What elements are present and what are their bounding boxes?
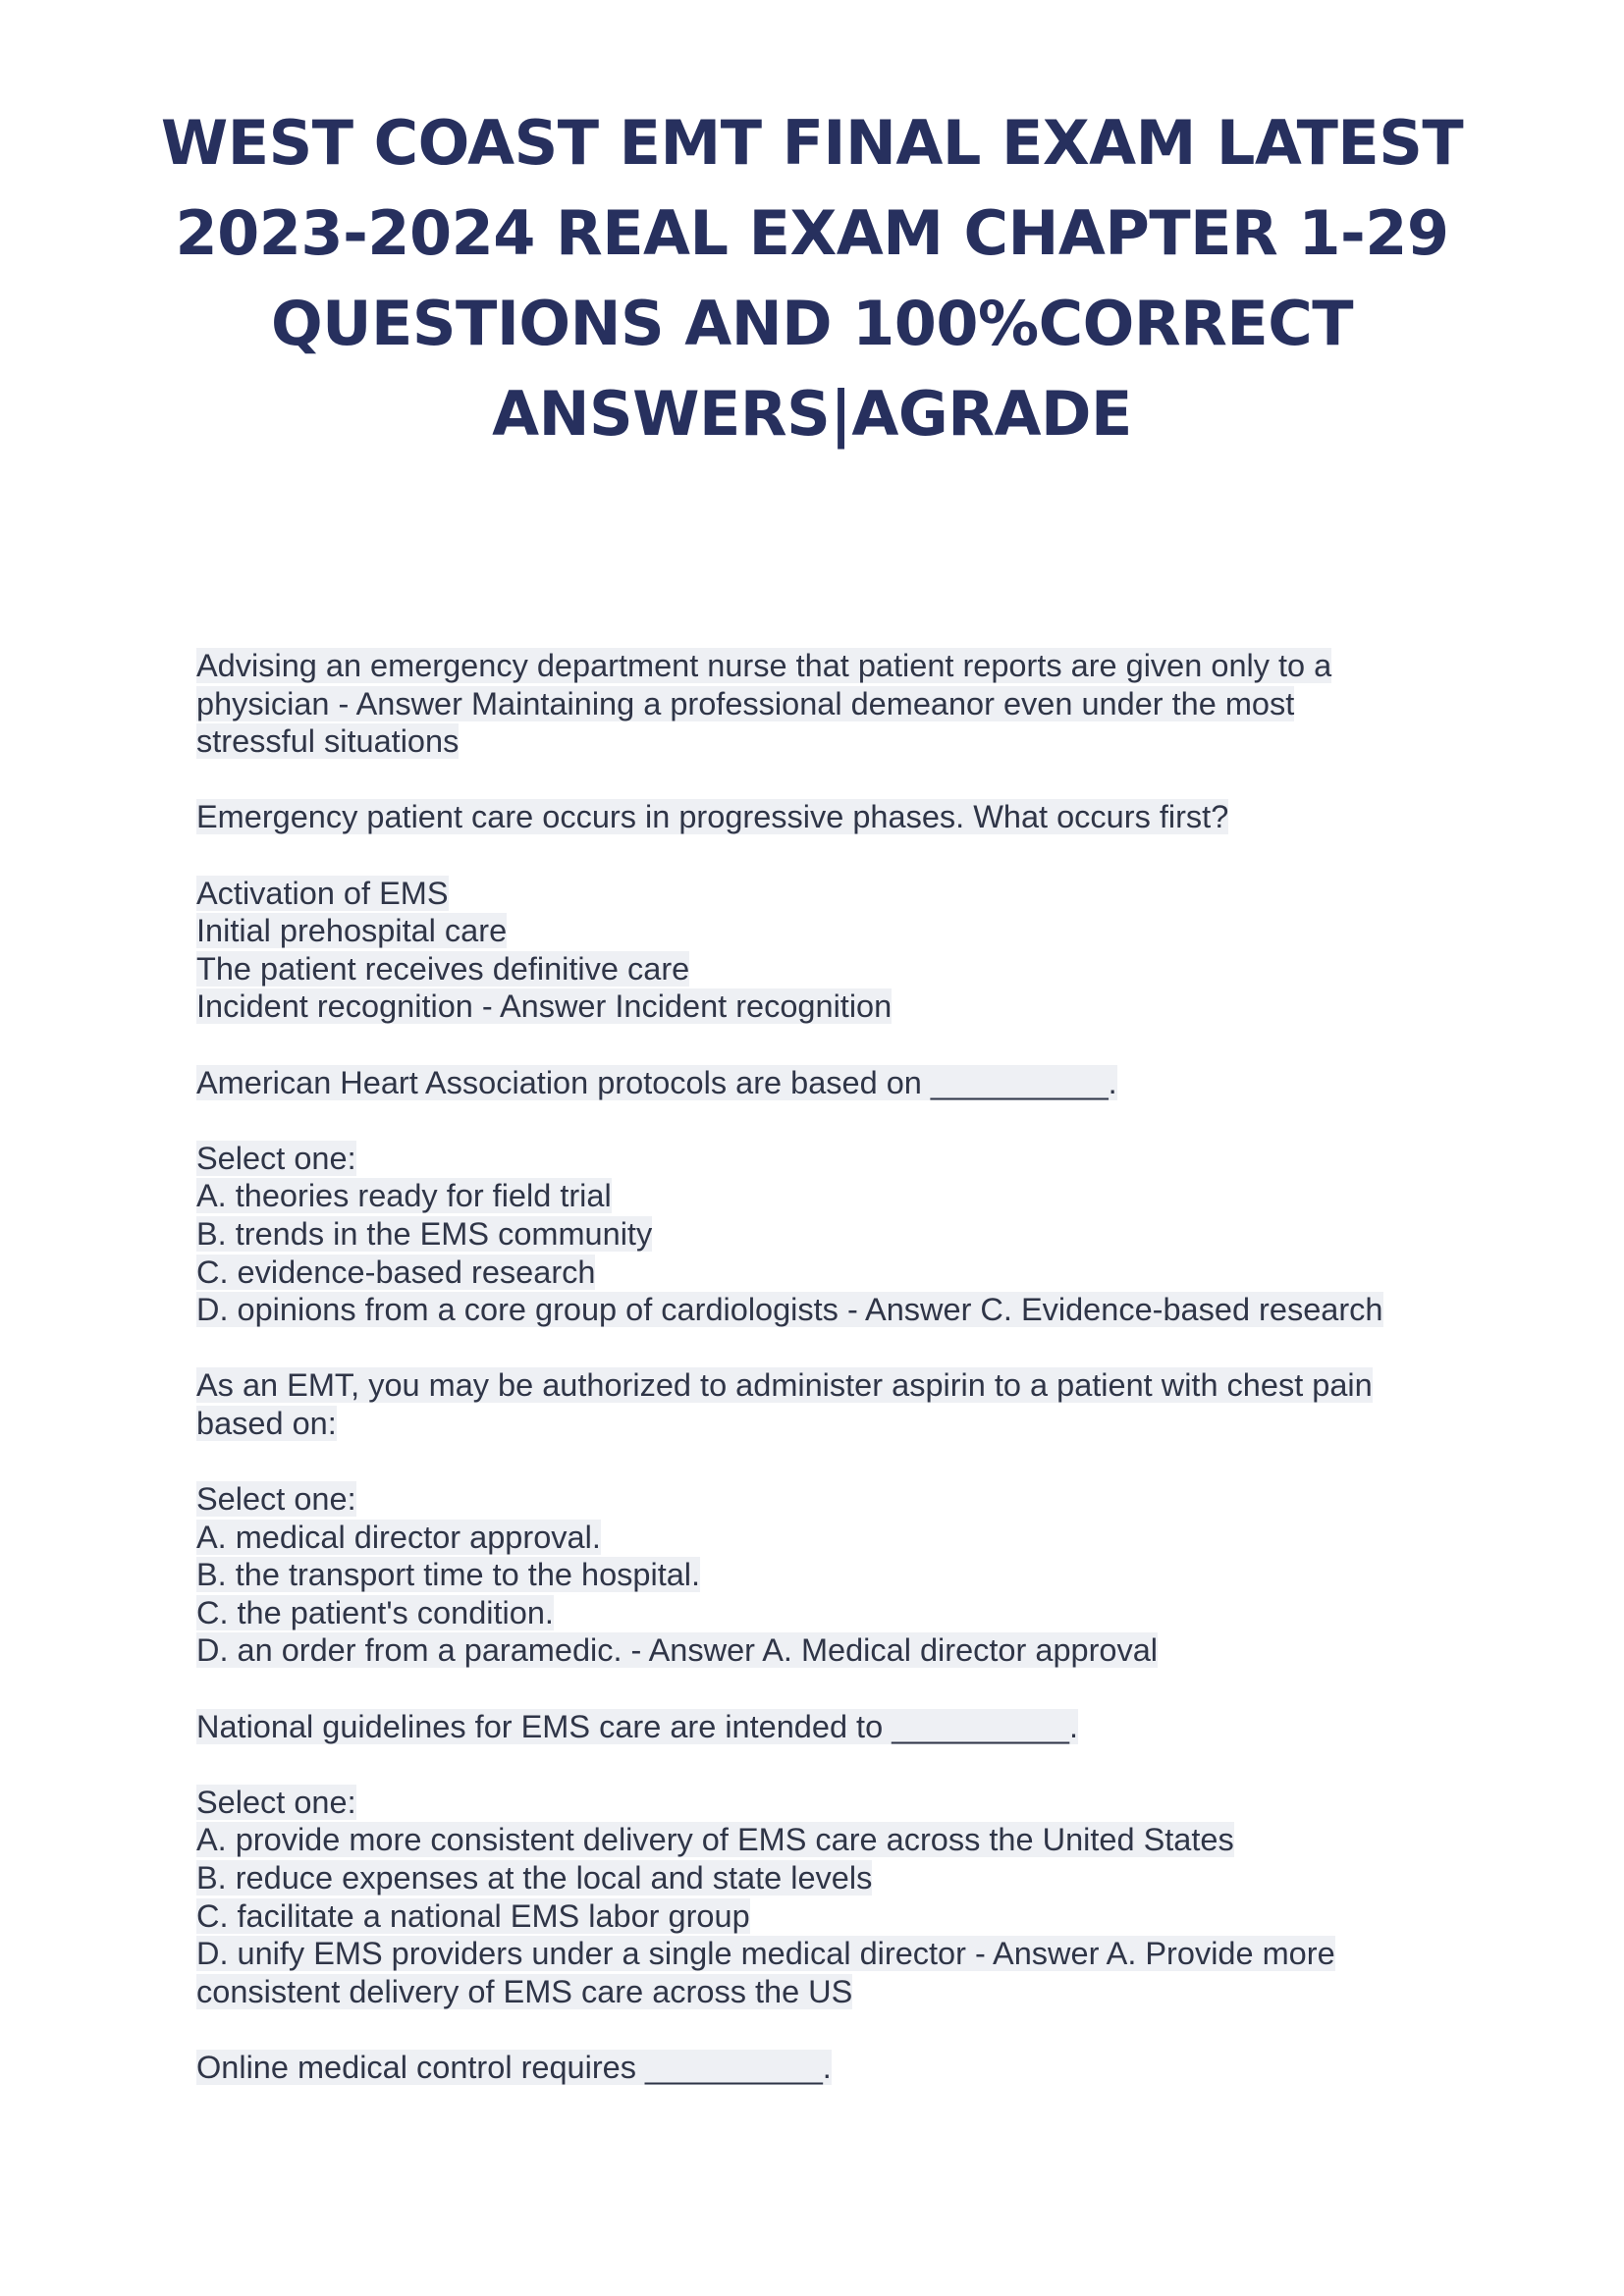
text-line: Advising an emergency department nurse that patient reports are given only to a xyxy=(196,648,1332,683)
text-line: Incident recognition - Answer Incident recognition xyxy=(196,988,893,1025)
title-line: ANSWERS|AGRADE xyxy=(492,378,1132,450)
question-paragraph xyxy=(196,2049,1434,2087)
text-line: A. theories ready for field trial xyxy=(196,1178,612,1214)
text-line: Select one: xyxy=(196,1481,356,1518)
text-line: D. unify EMS providers under a single medical director - Answer A. Provide more xyxy=(196,1936,1335,1972)
text-line: physician - Answer Maintaining a professional demeanor even under the most xyxy=(196,685,1295,721)
question-paragraph xyxy=(196,1064,1434,1102)
document-body xyxy=(196,647,1434,2124)
title-line: QUESTIONS AND 100%CORRECT xyxy=(270,288,1354,359)
text-line: The patient receives definitive care xyxy=(196,950,690,987)
options-paragraph xyxy=(196,875,1434,1026)
text-line: stressful situations xyxy=(196,723,460,760)
question-paragraph xyxy=(196,1366,1434,1442)
document-title xyxy=(147,98,1477,459)
text-line: A. provide more consistent delivery of EMS care across the United States xyxy=(196,1822,1234,1858)
text-line: Online medical control requires __________. xyxy=(196,2049,832,2085)
text-line: As an EMT, you may be authorized to administer aspirin to a patient with chest pain xyxy=(196,1367,1373,1404)
text-line: D. opinions from a core group of cardiologists - Answer C. Evidence-based research xyxy=(196,1292,1383,1328)
text-line: consistent delivery of EMS care across the US xyxy=(196,1973,853,2009)
text-line: D. an order from a paramedic. - Answer A. Medical director approval xyxy=(196,1632,1159,1669)
question-paragraph xyxy=(196,798,1434,836)
text-line: B. trends in the EMS community xyxy=(196,1215,653,1252)
text-line: Select one: xyxy=(196,1784,356,1820)
options-paragraph xyxy=(196,1480,1434,1670)
text-line: based on: xyxy=(196,1405,337,1441)
title-line: WEST COAST EMT FINAL EXAM LATEST xyxy=(160,107,1464,179)
question-paragraph xyxy=(196,1708,1434,1746)
text-line: American Heart Association protocols are based on __________. xyxy=(196,1064,1117,1100)
text-line: B. the transport time to the hospital. xyxy=(196,1557,701,1593)
text-line: C. the patient's condition. xyxy=(196,1594,554,1630)
title-line: 2023-2024 REAL EXAM CHAPTER 1-29 xyxy=(175,197,1449,269)
text-line: C. facilitate a national EMS labor group xyxy=(196,1897,750,1934)
text-line: Emergency patient care occurs in progressive phases. What occurs first? xyxy=(196,799,1229,835)
text-line: Activation of EMS xyxy=(196,875,449,911)
options-paragraph xyxy=(196,1784,1434,2011)
text-line: C. evidence-based research xyxy=(196,1254,596,1290)
text-line: Select one: xyxy=(196,1140,356,1176)
text-line: Initial prehospital care xyxy=(196,913,508,949)
options-paragraph xyxy=(196,1140,1434,1329)
text-line: National guidelines for EMS care are intended to __________. xyxy=(196,1708,1078,1744)
text-line: B. reduce expenses at the local and state levels xyxy=(196,1860,873,1896)
text-line: A. medical director approval. xyxy=(196,1519,601,1555)
question-paragraph xyxy=(196,647,1434,761)
